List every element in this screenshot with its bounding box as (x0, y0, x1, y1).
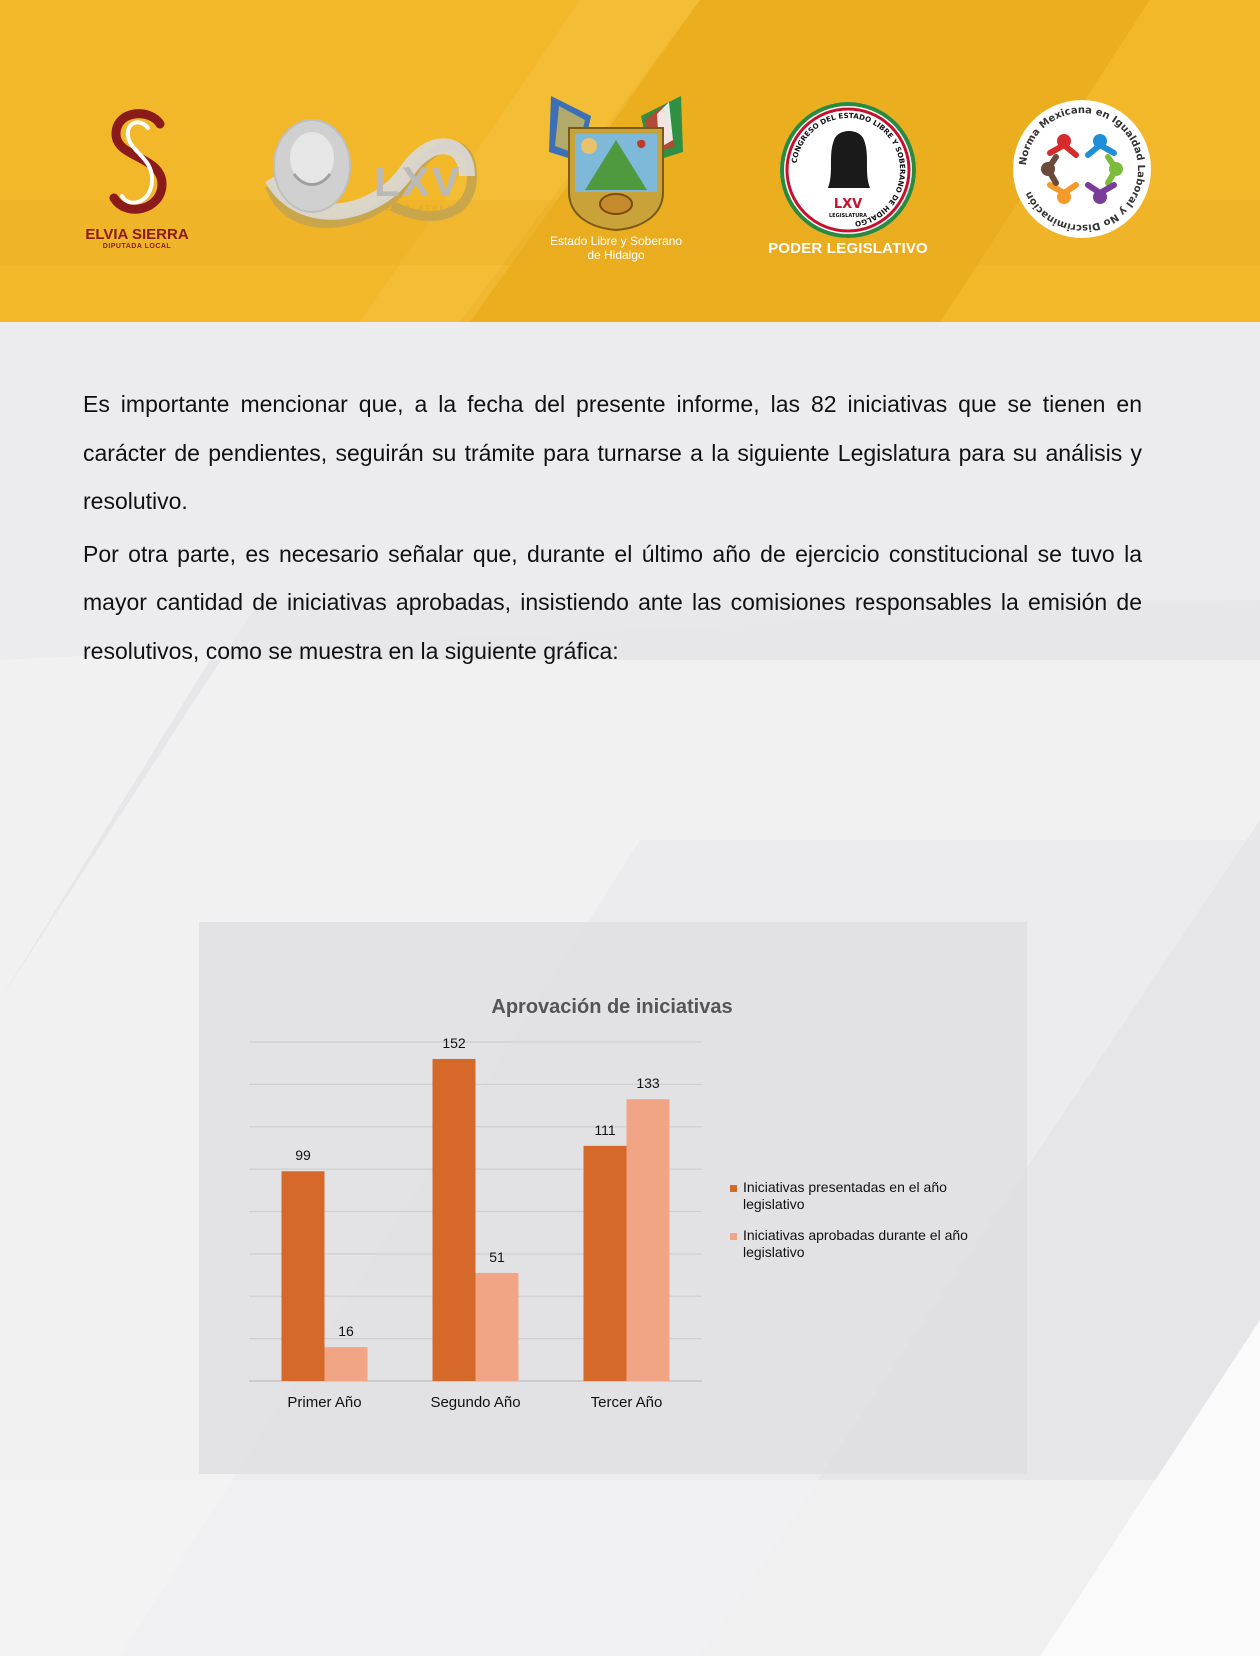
coat-of-arms-caption-line1: Estado Libre y Soberano (549, 234, 683, 248)
lxv-title: LXV (374, 158, 462, 205)
norma-mexicana-logo (1012, 99, 1152, 239)
hidalgo-coat-of-arms (536, 92, 696, 262)
body-text (83, 380, 1142, 679)
bar-presented (282, 1171, 325, 1381)
bar-presented (433, 1059, 476, 1381)
legend-item-presented (730, 1179, 1000, 1213)
header-banner (0, 0, 1260, 322)
data-label: 16 (338, 1323, 354, 1340)
bar-approved (627, 1099, 670, 1381)
legend-swatch-presented (730, 1185, 737, 1192)
data-label: 51 (489, 1248, 505, 1265)
norma-ring-text: Norma Mexicana en Igualdad Laboral y No Discriminación (1018, 104, 1147, 234)
lxv-legislatura-logo (262, 116, 477, 236)
bar-presented (584, 1146, 627, 1381)
category-label: Tercer Año (590, 1394, 663, 1411)
data-label: 99 (295, 1147, 311, 1164)
bar-approved (476, 1273, 519, 1381)
elvia-sierra-title: ELVIA SIERRA (85, 226, 189, 243)
s-monogram-icon (92, 106, 182, 222)
congreso-seal-icon (778, 100, 918, 240)
elvia-sierra-subtitle: DIPUTADA LOCAL (102, 243, 172, 250)
chart-legend (730, 1179, 1000, 1275)
congreso-seal (768, 100, 928, 257)
coat-of-arms-icon (541, 92, 691, 236)
legend-swatch-approved (730, 1233, 737, 1240)
bar-approved (325, 1347, 368, 1381)
data-label: 111 (594, 1121, 616, 1138)
legend-item-approved (730, 1227, 1000, 1261)
chart-title: Aprovación de iniciativas (491, 996, 733, 1018)
legend-label-approved: Iniciativas aprobadas durante el año legislativo (743, 1227, 968, 1260)
lxv-subtitle: LEGISLATURA (380, 206, 454, 212)
seal-legislatura-label: LEGISLATURA (828, 213, 868, 219)
coat-of-arms-caption-line2: de Hidalgo (587, 248, 645, 262)
poder-legislativo-caption: PODER LEGISLATIVO (768, 240, 928, 257)
igualdad-laboral-icon (1012, 99, 1152, 239)
seal-ring-text: CONGRESO DEL ESTADO LIBRE Y SOBERANO DE HIDALGO (789, 110, 908, 229)
category-label: Segundo Año (430, 1394, 521, 1411)
seal-lxv-label: LXV (833, 197, 863, 212)
paragraph-pending-initiatives: Es importante mencionar que, a la fecha del presente informe, las 82 iniciativas que se tienen en carácter de pendientes, seguirán su trámite para turnarse a la siguiente Legislatura para su análisis y resolutivo. (83, 391, 1142, 514)
category-label: Primer Año (287, 1394, 362, 1411)
chart-panel (199, 922, 1027, 1474)
paragraph-approved-initiatives: Por otra parte, es necesario señalar que, durante el último año de ejercicio constitucional se tuvo la mayor cantidad de iniciativas aprobadas, insistiendo ante las comisiones responsables la emisión de resolutivos, como se muestra en la siguiente gráfica: (83, 540, 1142, 664)
data-label: 152 (442, 1034, 466, 1051)
legend-label-presented: Iniciativas presentadas en el año legislativo (743, 1179, 947, 1212)
data-label: 133 (636, 1075, 660, 1092)
elvia-sierra-logo (72, 106, 202, 250)
